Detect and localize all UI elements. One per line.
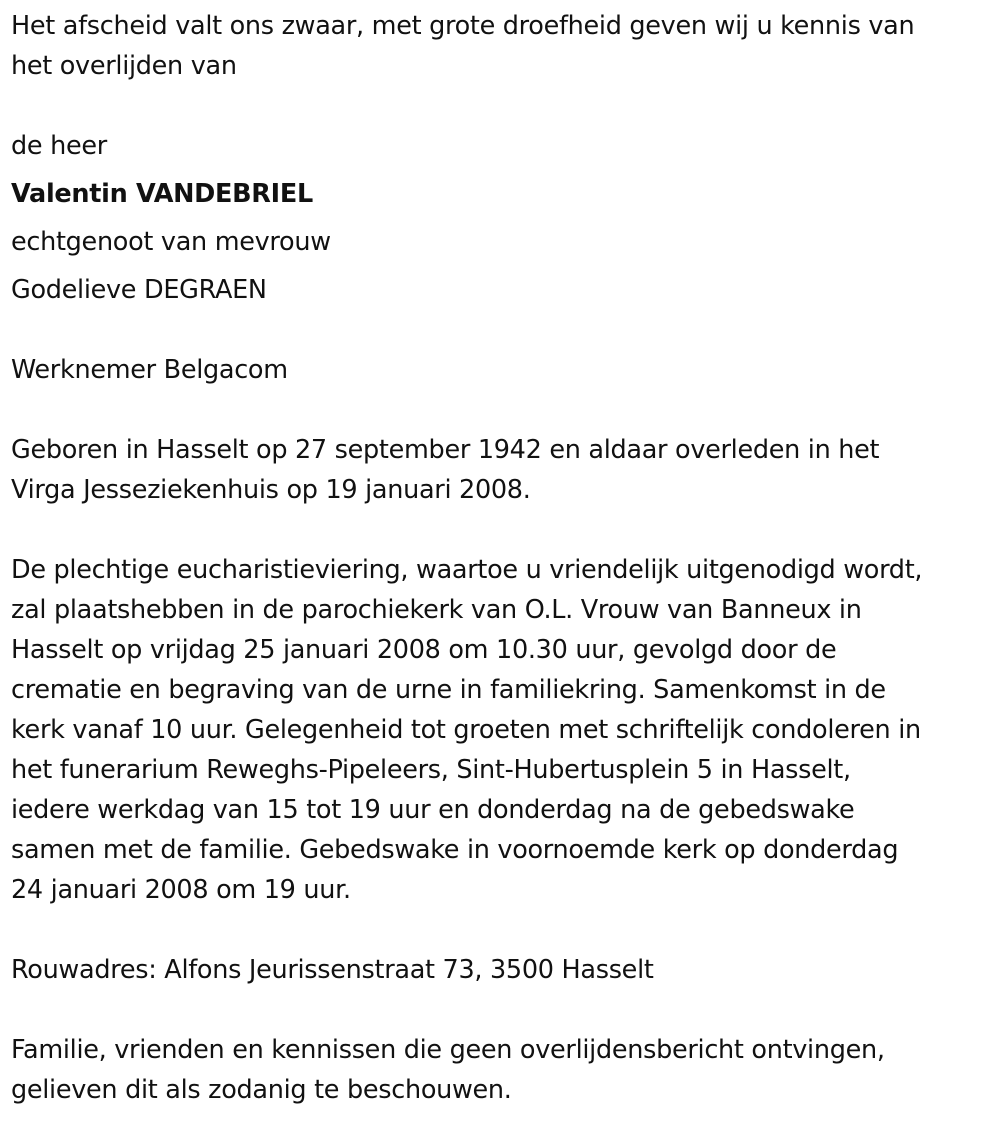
spacer bbox=[11, 510, 996, 550]
ceremony-line: De plechtige eucharistieviering, waartoe u vriendelijk uitgenodigd wordt, bbox=[11, 555, 923, 585]
deceased-block bbox=[11, 126, 996, 310]
intro-line: het overlijden van bbox=[11, 51, 237, 81]
closing-line: gelieven dit als zodanig te beschouwen. bbox=[11, 1075, 512, 1105]
occupation bbox=[11, 350, 996, 390]
birth-death-line: Geboren in Hasselt op 27 september 1942 en aldaar overleden in het bbox=[11, 435, 880, 465]
ceremony-line: samen met de familie. Gebedswake in voornoemde kerk op donderdag bbox=[11, 835, 899, 865]
ceremony-paragraph bbox=[11, 550, 996, 910]
birth-death-line: Virga Jesseziekenhuis op 19 januari 2008. bbox=[11, 475, 531, 505]
ceremony-line: iedere werkdag van 15 tot 19 uur en donderdag na de gebedswake bbox=[11, 795, 855, 825]
death-notice bbox=[11, 6, 996, 1110]
spouse-name: Godelieve DEGRAEN bbox=[11, 275, 267, 305]
ceremony-line: 24 januari 2008 om 19 uur. bbox=[11, 875, 351, 905]
closing-paragraph bbox=[11, 1030, 996, 1110]
occupation-line: Werknemer Belgacom bbox=[11, 355, 288, 385]
ceremony-line: zal plaatshebben in de parochiekerk van O.L. Vrouw van Banneux in bbox=[11, 595, 862, 625]
spacer bbox=[11, 910, 996, 950]
spouse-prefix: echtgenoot van mevrouw bbox=[11, 227, 331, 257]
spacer bbox=[11, 86, 996, 126]
spacer bbox=[11, 390, 996, 430]
ceremony-line: Hasselt op vrijdag 25 januari 2008 om 10.30 uur, gevolgd door de bbox=[11, 635, 837, 665]
closing-line: Familie, vrienden en kennissen die geen overlijdensbericht ontvingen, bbox=[11, 1035, 885, 1065]
spacer bbox=[11, 990, 996, 1030]
mourning-address bbox=[11, 950, 996, 990]
deceased-name: Valentin VANDEBRIEL bbox=[11, 179, 313, 209]
ceremony-line: crematie en begraving van de urne in familiekring. Samenkomst in de bbox=[11, 675, 886, 705]
intro-line: Het afscheid valt ons zwaar, met grote droefheid geven wij u kennis van bbox=[11, 11, 915, 41]
ceremony-line: het funerarium Reweghs-Pipeleers, Sint-Hubertusplein 5 in Hasselt, bbox=[11, 755, 851, 785]
address-line: Rouwadres: Alfons Jeurissenstraat 73, 3500 Hasselt bbox=[11, 955, 654, 985]
spacer bbox=[11, 310, 996, 350]
honorific: de heer bbox=[11, 131, 107, 161]
intro-paragraph bbox=[11, 6, 996, 86]
ceremony-line: kerk vanaf 10 uur. Gelegenheid tot groeten met schriftelijk condoleren in bbox=[11, 715, 921, 745]
birth-death-paragraph bbox=[11, 430, 996, 510]
